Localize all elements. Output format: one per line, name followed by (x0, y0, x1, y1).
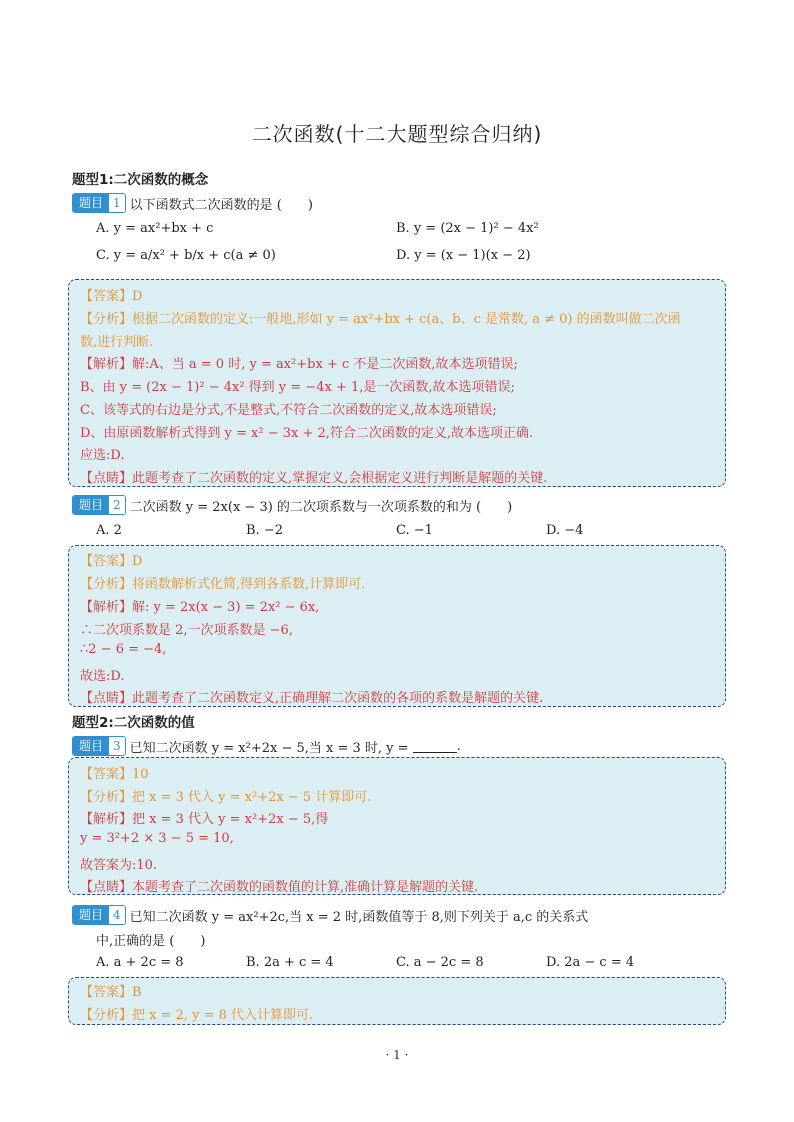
solution-line: 故答案为:10. (80, 858, 158, 873)
solution-line: ∴2 − 6 = −4, (80, 642, 167, 657)
option-d: D. −4 (546, 523, 584, 538)
question-badge-label: 题目 (73, 496, 109, 514)
option-a: A. a + 2c = 8 (96, 955, 184, 970)
solution-line: y = 3²+2 × 3 − 5 = 10, (80, 831, 234, 846)
question-badge-label: 题目 (73, 737, 109, 755)
solution-line: 【解析】解: y = 2x(x − 3) = 2x² − 6x, (80, 600, 320, 615)
question-badge-label: 题目 (73, 194, 109, 212)
comment-line: 【点睛】本题考查了二次函数的函数值的计算,准确计算是解题的关键. (80, 880, 479, 895)
option-b: B. −2 (246, 523, 283, 538)
comment-line: 【点睛】此题考查了二次函数的定义,掌握定义,会根据定义进行判断是解题的关键. (80, 471, 548, 486)
solution-line: 【解析】解:A、当 a = 0 时, y = ax²+bx + c 不是二次函数,故本选项错误; (80, 357, 518, 372)
question-number: 2 (109, 496, 125, 514)
comment-line: 【点睛】此题考查了二次函数定义,正确理解二次函数的各项的系数是解题的关键. (80, 691, 544, 706)
solution-line: D、由原函数解析式得到 y = x² − 3x + 2,符合二次函数的定义,故本选项正确. (80, 426, 534, 441)
question-stem: 已知二次函数 y = x²+2x − 5,当 x = 3 时, y = (129, 740, 409, 756)
solution-line: B、由 y = (2x − 1)² − 4x² 得到 y = −4x + 1,是一次函数,故本选项错误; (80, 380, 515, 395)
question-badge (72, 905, 126, 925)
page-title: 二次函数(十二大题型综合归纳) (251, 122, 543, 146)
page-number: · 1 · (385, 1048, 409, 1062)
answer-line: 【答案】D (80, 554, 143, 569)
answer-line: 【答案】10 (80, 767, 149, 782)
question-1 (72, 193, 313, 213)
solution-line: 故选:D. (80, 669, 125, 684)
question-stem-continued: 中,正确的是 ( ) (96, 934, 206, 949)
option-a: A. 2 (96, 523, 122, 538)
analysis-line: 【分析】根据二次函数的定义:一般地,形如 y = ax²+bx + c(a、b、c 是常数, a ≠ 0) 的函数叫做二次函 (80, 312, 681, 327)
analysis-line: 数,进行判断. (80, 335, 154, 350)
question-4 (72, 905, 588, 925)
option-b: B. 2a + c = 4 (246, 955, 334, 970)
option-a: A. y = ax²+bx + c (96, 221, 214, 236)
question-number: 3 (109, 737, 125, 755)
option-c: C. a − 2c = 8 (396, 955, 484, 970)
question-stem: 以下函数式二次函数的是 ( ) (129, 197, 313, 213)
question-stem: 已知二次函数 y = ax²+2c,当 x = 2 时,函数值等于 8,则下列关于 a,c 的关系式 (129, 909, 589, 925)
analysis-line: 【分析】将函数解析式化简,得到各系数,计算即可. (80, 577, 366, 592)
question-stem: 二次函数 y = 2x(x − 3) 的二次项系数与一次项系数的和为 ( ) (129, 499, 513, 515)
question-3 (72, 736, 461, 756)
question-2 (72, 495, 512, 515)
question-badge (72, 736, 126, 756)
section-title: 题型1:二次函数的概念 (72, 172, 209, 188)
option-c: C. −1 (396, 523, 433, 538)
answer-blank (413, 740, 457, 753)
answer-line: 【答案】D (80, 289, 143, 304)
solution-line: ∴二次项系数是 2,一次项系数是 −6, (80, 623, 293, 638)
section-title: 题型2:二次函数的值 (72, 715, 195, 731)
question-number: 4 (109, 906, 125, 924)
option-d: D. 2a − c = 4 (546, 955, 635, 970)
option-d: D. y = (x − 1)(x − 2) (396, 248, 531, 263)
option-b: B. y = (2x − 1)² − 4x² (396, 221, 539, 236)
analysis-line: 【分析】把 x = 2, y = 8 代入计算即可. (80, 1008, 314, 1023)
analysis-line: 【分析】把 x = 3 代入 y = x²+2x − 5 计算即可. (80, 790, 372, 805)
solution-line: 应选:D. (80, 448, 125, 463)
solution-line: 【解析】把 x = 3 代入 y = x²+2x − 5,得 (80, 812, 329, 827)
solution-line: C、该等式的右边是分式,不是整式,不符合二次函数的定义,故本选项错误; (80, 403, 497, 418)
question-stem-end: . (456, 738, 461, 754)
question-badge (72, 193, 126, 213)
question-badge (72, 495, 126, 515)
option-c: C. y = a/x² + b/x + c(a ≠ 0) (96, 248, 276, 263)
question-number: 1 (109, 194, 125, 212)
answer-line: 【答案】B (80, 985, 142, 1000)
question-badge-label: 题目 (73, 906, 109, 924)
